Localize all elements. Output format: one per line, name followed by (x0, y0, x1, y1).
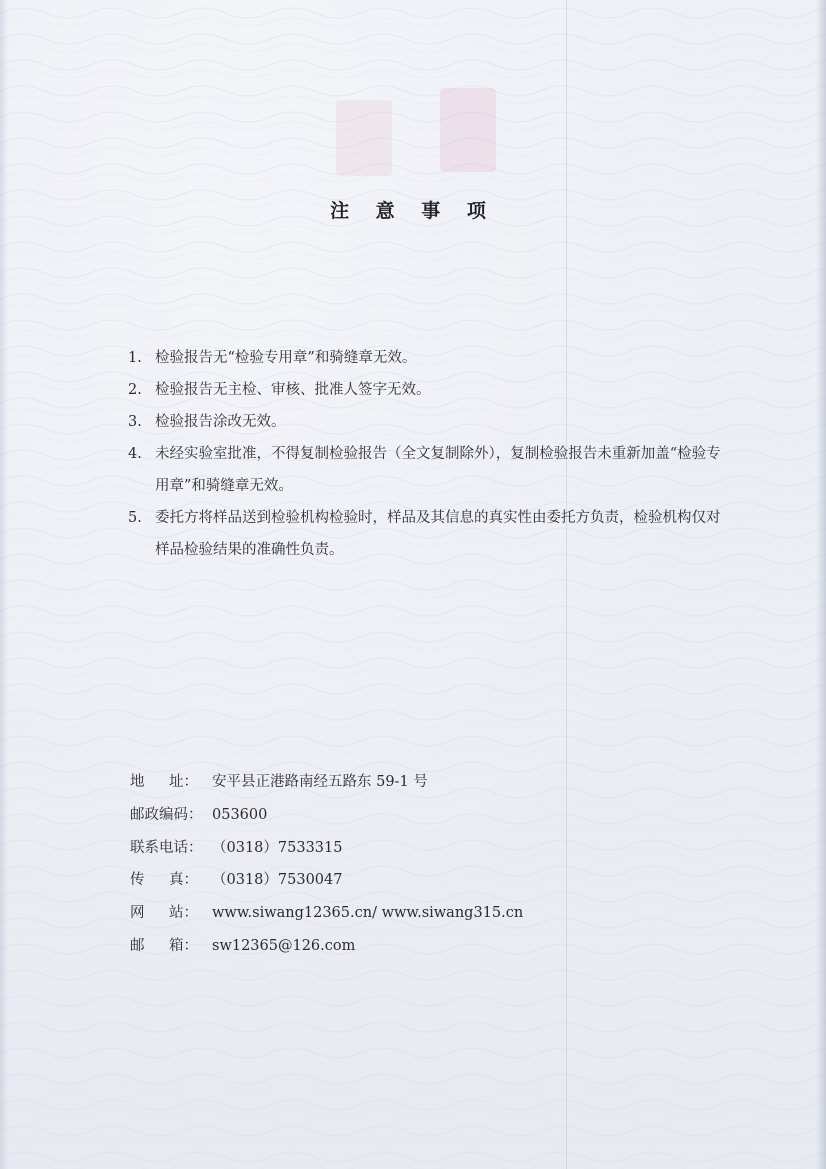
contact-address-label: 地 址： (130, 774, 198, 790)
list-item-number: 2. (128, 382, 142, 398)
list-item (128, 502, 728, 566)
contact-info (130, 766, 523, 963)
stamp-bleed-through-right (440, 88, 496, 172)
list-item-number: 3. (128, 414, 142, 430)
contact-website (130, 897, 523, 930)
list-item (128, 374, 728, 406)
list-item-text: 委托方将样品送到检验机构检验时，样品及其信息的真实性由委托方负责，检验机构仅对样品检验结果的准确性负责。 (155, 510, 721, 558)
list-item-number: 4. (128, 446, 142, 462)
fold-line (566, 0, 567, 1169)
list-item-text: 检验报告无“检验专用章”和骑缝章无效。 (155, 350, 417, 366)
list-item-text: 未经实验室批准，不得复制检验报告（全文复制除外），复制检验报告未重新加盖“检验专用章”和骑缝章无效。 (155, 446, 721, 494)
list-item-text: 检验报告涂改无效。 (155, 414, 286, 430)
page-title: 注 意 事 项 (330, 200, 496, 222)
scan-edge-right (816, 0, 826, 1169)
contact-fax-label: 传 真： (130, 872, 198, 889)
contact-postcode-label: 邮政编码： (130, 806, 203, 823)
contact-postcode-value: 053600 (212, 806, 268, 823)
scan-edge-left (0, 0, 8, 1169)
contact-email (130, 930, 523, 963)
contact-phone-value: （0318）7533315 (212, 839, 343, 856)
list-item (128, 406, 728, 438)
list-item-number: 1. (128, 350, 142, 366)
contact-email-label: 邮 箱： (130, 937, 198, 954)
contact-phone (130, 832, 523, 865)
list-item (128, 342, 728, 374)
contact-address (130, 766, 523, 799)
list-item (128, 438, 728, 502)
contact-email-value: sw12365@126.com (212, 937, 356, 954)
contact-phone-label: 联系电话： (130, 839, 203, 856)
contact-website-label: 网 站： (130, 905, 198, 922)
contact-postcode (130, 799, 523, 832)
contact-fax-value: （0318）7530047 (212, 872, 343, 889)
notice-list (128, 342, 728, 566)
stamp-bleed-through-left (336, 100, 392, 176)
list-item-number: 5. (128, 510, 142, 526)
contact-website-value: www.siwang12365.cn/ www.siwang315.cn (212, 905, 524, 922)
contact-address-value: 安平县正港路南经五路东 59-1 号 (212, 774, 428, 790)
list-item-text: 检验报告无主检、审核、批准人签字无效。 (155, 382, 431, 398)
contact-fax (130, 864, 523, 897)
